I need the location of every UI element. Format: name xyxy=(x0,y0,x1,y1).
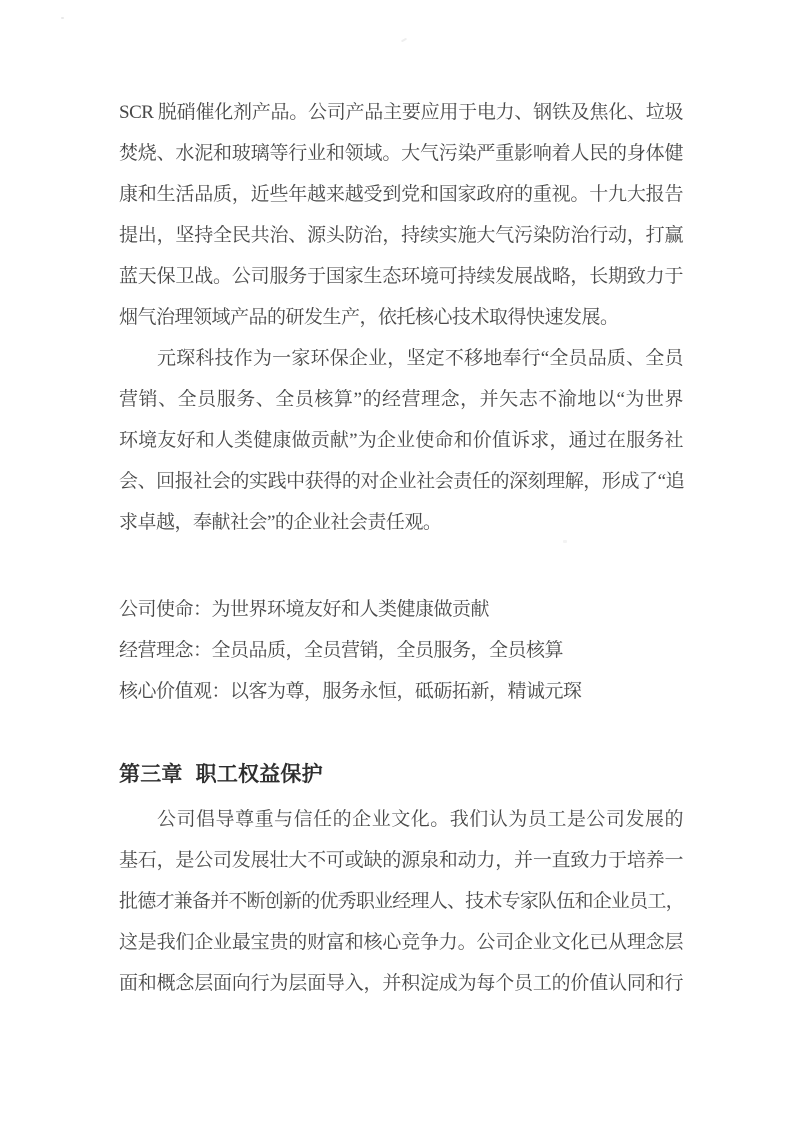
text-line: 这是我们企业最宝贵的财富和核心竞争力。公司企业文化已从理念层 xyxy=(119,932,683,953)
text-line: 烟气治理领域产品的研发生产，依托核心技术取得快速发展。 xyxy=(119,307,619,328)
scan-artifact xyxy=(61,17,64,19)
paragraph-intro xyxy=(119,92,683,338)
text-line: 面和概念层面向行为层面导入，并积淀成为每个员工的价值认同和行 xyxy=(119,973,683,994)
text-line: 营销、全员服务、全员核算”的经营理念，并矢志不渝地以“为世界 xyxy=(119,389,683,410)
text-line: 基石，是公司发展壮大不可或缺的源泉和动力，并一直致力于培养一 xyxy=(119,850,683,871)
text-line: 求卓越，奉献社会”的企业社会责任观。 xyxy=(119,512,442,533)
text-line: 元琛科技作为一家环保企业，坚定不移地奉行“全员品质、全员 xyxy=(157,348,683,369)
text-line: 环境友好和人类健康做贡献”为企业使命和价值诉求，通过在服务社 xyxy=(119,430,683,451)
chapter-heading: 第三章 职工权益保护 xyxy=(119,763,323,786)
document-body xyxy=(119,92,683,1004)
value-statements xyxy=(119,589,683,712)
scan-artifact xyxy=(401,38,407,43)
text-line: 蓝天保卫战。公司服务于国家生态环境可持续发展战略，长期致力于 xyxy=(119,266,683,287)
text-line: 焚烧、水泥和玻璃等行业和领域。大气污染严重影响着人民的身体健 xyxy=(119,143,683,164)
paragraph-employee-rights xyxy=(119,799,683,1004)
text-line: 会、回报社会的实践中获得的对企业社会责任的深刻理解，形成了“追 xyxy=(119,471,683,492)
paragraph-culture xyxy=(119,338,683,543)
business-philosophy: 经营理念：全员品质，全员营销，全员服务，全员核算 xyxy=(119,640,564,661)
text-line: 批德才兼备并不断创新的优秀职业经理人、技术专家队伍和企业员工， xyxy=(119,891,683,912)
text-line: 公司倡导尊重与信任的企业文化。我们认为员工是公司发展的 xyxy=(157,809,683,830)
text-line: SCR 脱硝催化剂产品。公司产品主要应用于电力、钢铁及焦化、垃圾 xyxy=(119,102,683,123)
text-line: 提出，坚持全民共治、源头防治，持续实施大气污染防治行动，打赢 xyxy=(119,225,683,246)
mission-statement: 公司使命：为世界环境友好和人类健康做贡献 xyxy=(119,599,490,620)
text-line: 康和生活品质，近些年越来越受到党和国家政府的重视。十九大报告 xyxy=(119,184,683,205)
core-values: 核心价值观：以客为尊，服务永恒，砥砺拓新，精诚元琛 xyxy=(119,681,582,702)
